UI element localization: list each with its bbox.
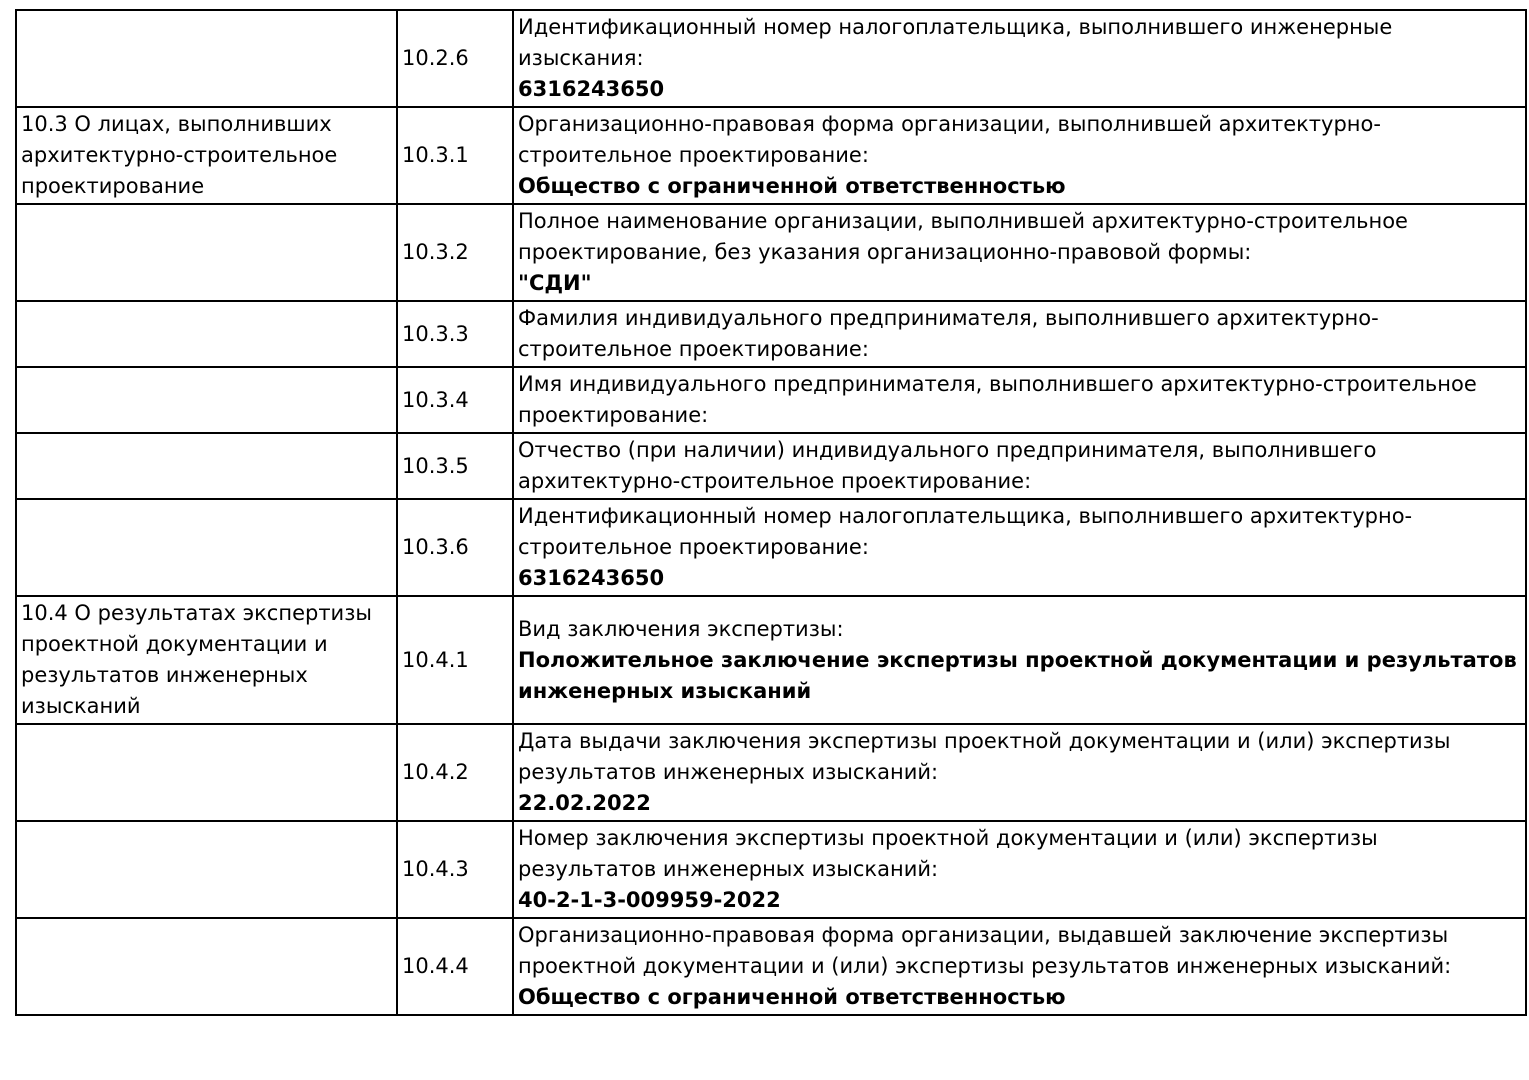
item-number-cell: 10.3.3 [397, 301, 513, 367]
table-row [16, 204, 1526, 301]
table-row [16, 10, 1526, 107]
table-row [16, 724, 1526, 821]
document-page [15, 9, 1527, 1016]
field-value: 6316243650 [518, 566, 665, 590]
item-number-cell: 10.4.4 [397, 918, 513, 1015]
item-number-cell: 10.3.5 [397, 433, 513, 499]
field-label: Номер заключения экспертизы проектной документации и (или) экспертизы результатов инженерных изысканий: [518, 826, 1378, 881]
content-cell [513, 301, 1526, 367]
section-cell [16, 10, 397, 107]
table-row [16, 433, 1526, 499]
section-cell [16, 204, 397, 301]
section-cell: 10.4 О результатах экспертизы проектной документации и результатов инженерных изысканий [16, 596, 397, 724]
field-label: Вид заключения экспертизы: [518, 616, 844, 641]
field-label: Фамилия индивидуального предпринимателя, выполнившего архитектурно-строительное проектирование: [518, 306, 1379, 361]
section-cell [16, 433, 397, 499]
table-row [16, 596, 1526, 724]
content-cell [513, 10, 1526, 107]
table-row [16, 367, 1526, 433]
content-cell [513, 433, 1526, 499]
item-number-cell: 10.4.1 [397, 596, 513, 724]
item-number-cell: 10.4.2 [397, 724, 513, 821]
field-label: Имя индивидуального предпринимателя, выполнившего архитектурно-строительное проектирование: [518, 372, 1477, 427]
field-value: 6316243650 [518, 77, 665, 101]
field-value: 40-2-1-3-009959-2022 [518, 888, 781, 912]
field-value: Положительное заключение экспертизы проектной документации и результатов инженерных изысканий [518, 647, 1517, 703]
item-number-cell: 10.2.6 [397, 10, 513, 107]
field-label: Полное наименование организации, выполнившей архитектурно-строительное проектирование, без указания организационно-правовой формы: [518, 209, 1408, 264]
content-cell [513, 499, 1526, 596]
table-row [16, 499, 1526, 596]
content-cell [513, 367, 1526, 433]
section-cell: 10.3 О лицах, выполнивших архитектурно-строительное проектирование [16, 107, 397, 204]
item-number-cell: 10.3.6 [397, 499, 513, 596]
field-label: Идентификационный номер налогоплательщика, выполнившего инженерные изыскания: [518, 15, 1393, 70]
section-cell [16, 499, 397, 596]
field-label: Организационно-правовая форма организации, выдавшей заключение экспертизы проектной документации и (или) экспертизы результатов инженерных изысканий: [518, 923, 1452, 978]
content-cell [513, 596, 1526, 724]
content-cell [513, 204, 1526, 301]
table-row [16, 821, 1526, 918]
section-cell [16, 918, 397, 1015]
item-number-cell: 10.4.3 [397, 821, 513, 918]
field-value: Общество с ограниченной ответственностью [518, 985, 1066, 1009]
table-row [16, 918, 1526, 1015]
field-value: Общество с ограниченной ответственностью [518, 174, 1066, 198]
content-cell [513, 107, 1526, 204]
content-cell [513, 724, 1526, 821]
content-cell [513, 821, 1526, 918]
field-value: 22.02.2022 [518, 791, 651, 815]
field-value: "СДИ" [518, 271, 592, 295]
project-declaration-table [15, 9, 1527, 1016]
section-cell [16, 367, 397, 433]
field-label: Отчество (при наличии) индивидуального предпринимателя, выполнившего архитектурно-строительное проектирование: [518, 438, 1377, 493]
item-number-cell: 10.3.2 [397, 204, 513, 301]
section-cell [16, 821, 397, 918]
item-number-cell: 10.3.4 [397, 367, 513, 433]
content-cell [513, 918, 1526, 1015]
field-label: Идентификационный номер налогоплательщика, выполнившего архитектурно-строительное проектирование: [518, 504, 1413, 559]
table-row [16, 107, 1526, 204]
item-number-cell: 10.3.1 [397, 107, 513, 204]
section-cell [16, 301, 397, 367]
field-label: Дата выдачи заключения экспертизы проектной документации и (или) экспертизы результатов инженерных изысканий: [518, 729, 1451, 784]
section-cell [16, 724, 397, 821]
field-label: Организационно-правовая форма организации, выполнившей архитектурно-строительное проектирование: [518, 112, 1381, 167]
table-row [16, 301, 1526, 367]
